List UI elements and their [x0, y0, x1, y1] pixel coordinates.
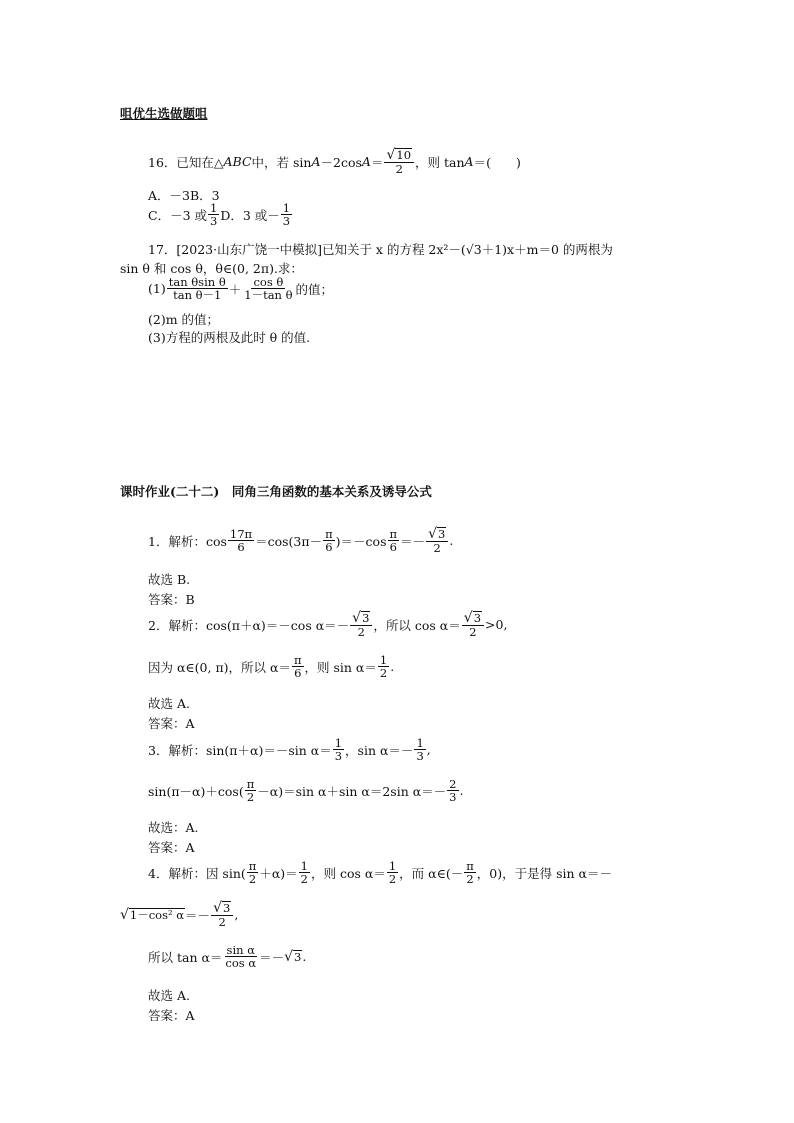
q17-part3: (3)方程的两根及此时 θ 的值. — [148, 330, 311, 345]
answer1-analysis: 1．解析：cos $\frac{17\pi}{6}$ ＝cos(3π－ $\frac{\pi}{6}$ )＝－cos $\frac{\pi}{6}$ ＝－ √ 3 2 . — [148, 526, 454, 555]
fraction: √ 10 2 — [384, 148, 414, 175]
answer1-choose: 故选 B. — [148, 572, 191, 587]
answer2-analysis: 2．解析：cos(π＋α)＝－cos α＝－ √ 3 2 ，所以 cos α＝ √ 3 2 >0, — [148, 610, 508, 639]
answer4-choose: 故选 A. — [148, 988, 190, 1003]
answer3-answer: 答案：A — [148, 840, 195, 855]
answer4-line3: 所以 tan α＝ $\frac{\text{sin α}}{\text{cos α}}$ ＝－ √ 3 . — [148, 943, 307, 971]
q16-stem: 16．已知在△ ABC 中，若 sin A －2cos A ＝ √ 10 2 ，则 tan A ＝( ) — [148, 147, 521, 176]
answer4-analysis: 4．解析：因 sin( $\frac{\pi}{2}$ ＋α)＝ $\frac{1}{2}$ ，则 cos α＝ $\frac{1}{2}$ ，而 α∈(－ $\frac{\pi}{2}$ ，0)，于是得 sin α＝－ — [148, 859, 612, 887]
answer4-answer: 答案：A — [148, 1008, 195, 1023]
answer1-answer: 答案：B — [148, 592, 195, 607]
section-header: 咀优生选做题咀 — [120, 106, 208, 121]
q17-part2: (2)m 的值； — [148, 312, 220, 327]
q17-part1: (1) $\frac{\text{tan θsin θ}}{\text{tan θ－1}}$ ＋ $\frac{\text{cos θ}}{\text{1－tan θ}}$ 的值； — [148, 275, 334, 303]
q16-options-cd: C．－3 或 $\frac{1}{3}$ D．3 或－ $\frac{1}{3}$ — [148, 201, 291, 229]
q17-line2: sin θ 和 cos θ，θ∈(0, 2π).求： — [120, 261, 303, 276]
answer2-line2: 因为 α∈(0, π)，所以 α＝ $\frac{\pi}{6}$ ，则 sin α＝ $\frac{1}{2}$ . — [148, 653, 395, 681]
answer3-choose: 故选：A. — [148, 820, 199, 835]
answer2-answer: 答案：A — [148, 716, 195, 731]
q17-line1: 17．[2023·山东广饶一中模拟]已知关于 x 的方程 2x²－(√3＋1)x＋m＝0 的两根为 — [148, 242, 613, 257]
answer3-line2: sin(π－α)＋cos( $\frac{\pi}{2}$ －α)＝sin α＋sin α＝2sin α＝－ $\frac{2}{3}$ . — [148, 777, 464, 805]
answers-title: 课时作业(二十二) 同角三角函数的基本关系及诱导公式 — [120, 484, 432, 499]
answer2-choose: 故选 A. — [148, 696, 190, 711]
q16-options-ab: A．－3B．3 — [148, 188, 220, 203]
answer4-line2: √ 1－cos² α ＝－ √ 3 2 , — [120, 900, 239, 929]
answer3-analysis: 3．解析：sin(π＋α)＝－sin α＝ $\frac{1}{3}$ ，sin α＝－ $\frac{1}{3}$ , — [148, 736, 431, 764]
